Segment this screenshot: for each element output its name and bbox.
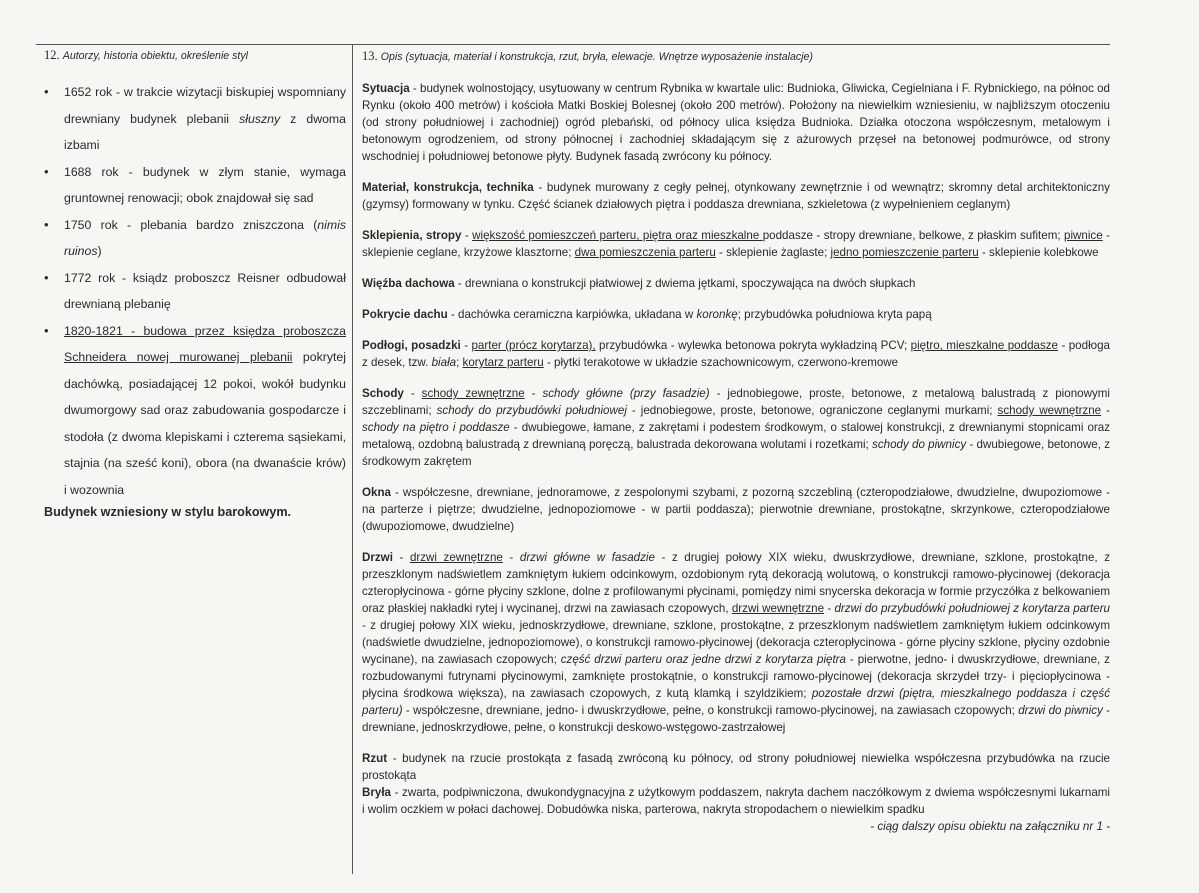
description-column [362,48,1110,835]
history-item: • 1772 rok - ksiądz proboszcz Reisner odbudował drewnianą plebanię [44,265,346,318]
section-bryla: Bryła - zwarta, podpiwniczona, dwukondygnacyjna z użytkowym poddaszem, nakryta dachem naczółkowym z dwiema współczesnymi lukarnami i wolim oczkiem w połaci dachowej. Dobudówka niska, parterowa, nakryta stropodachem o niewielkim spadku [362,786,1110,816]
top-rule [36,44,1110,45]
description-header-number: 13. [362,49,378,63]
section-material: Materiał, konstrukcja, technika - budynek murowany z cegły pełnej, otynkowany zewnętrznie i od wewnątrz; skromny detal architektoniczny (gzymsy) formowany w tynku. Część ścianek działowych piętra i poddasza drewniana, szkieletowa (z wypełnieniem ceglanym) [362,181,1110,211]
section-okna: Okna - współczesne, drewniane, jednoramowe, z zespolonymi szybami, z pozorną szczebliną (czteropodziałowe, dwudzielne, dwupoziomowe - na parterze i piętrze; dwudzielne, jednopoziomowe - w partii poddasza); pierwotnie drewniane, prostokątne, skrzynkowe, czteropodziałowe (dwupoziomowe, dwudzielne) [362,486,1110,533]
history-header-number: 12. [44,48,60,62]
section-drzwi: Drzwi - drzwi zewnętrzne - drzwi główne w fasadzie - z drugiej połowy XIX wieku, dwuskrzydłowe, drewniane, szklone, prostokątne, z przeszklonym nadświetlem zamkniętym łukiem odcinkowym, ozdobionym rytą dekoracją wolutową, o konstrukcji ramowo-płycinowej (dekoracja czteropłycinowa - górne płyciny szklone, dolne z profilowanymi płycinami, pomiędzy nimi snycerska dekoracja w formie przyczółka z belkowaniem oraz płaskiej nakładki rytej i wycinanej, drzwi na zawiasach czopowych, drzwi wewnętrzne - drzwi do przybudówki południowej z korytarza parteru - z drugiej połowy XIX wieku, jednoskrzydłowe, drewniane, szklone, prostokątne, z przeszklonym nadświetlem zamkniętym łukiem odcinkowym (nadświetle dwudzielne, jednopoziomowe), o konstrukcji ramowo-płycinowej (dekoracja czteropłycinowa - górne płyciny szklone, płyciny ozdobnie wycinane), na zawiasach czopowych; część drzwi parteru oraz jedne drzwi z korytarza piętra - pierwotne, jedno- i dwuskrzydłowe, drewniane, z rozbudowanymi futrynami płycinowymi, zamknięte prostokątnie, o konstrukcji ramowo-płycinowej (dekoracja skrzydeł trzy- i pięciopłycinowa - płycina środkowa większa), na zawiasach czopowych, z kutą klamką i szyldzikiem; pozostałe drzwi (piętra, mieszkalnego poddasza i część parteru) - współczesne, drewniane, jedno- i dwuskrzydłowe, pełne, o konstrukcji ramowo-płycinowej, na zawiasach czopowych; drzwi do piwnicy - drewniane, jednoskrzydłowe, pełne, o konstrukcji deskowo-wstęgowo-zastrzałowej [362,551,1111,734]
description-header-title: Opis (sytuacja, materiał i konstrukcja, rzut, bryła, elewacje. Wnętrze wyposażenie instalacje) [380,51,813,63]
history-item: • 1750 rok - plebania bardzo zniszczona (nimis ruinos) [44,212,346,265]
section-pokrycie: Pokrycie dachu - dachówka ceramiczna karpiówka, układana w koronkę; przybudówka południowa kryta papą [362,308,932,321]
section-sytuacja: Sytuacja - budynek wolnostojący, usytuowany w centrum Rybnika w kwartale ulic: Budnioka, Gliwicka, Cegielniana i F. Rybnickiego, na północ od Rynku (około 400 metrów) i kościoła Matki Boskiej Bolesnej (około 200 metrów). Położony na niewielkim wzniesieniu, w najbliższym otoczeniu (od strony południowej i zachodniej) ogród plebański, od północy ulica księdza Budnioka. Działka otoczona współczesnym, metalowym i betonowym ogrodzeniem, od strony północnej i zachodniej składającym się z ażurowych przęseł na betonowej podmurówce, od strony wschodniej i południowej betonowe płyty. Budynek fasadą zwrócony ku północy. [362,82,1110,163]
history-column [44,48,346,519]
history-header-title: Autorzy, historia obiektu, określenie styl [62,50,249,62]
history-list [44,79,346,503]
section-rzut: Rzut - budynek na rzucie prostokąta z fasadą zwróconą ku północy, od strony południowej niewielka współczesna przybudówka na rzucie prostokąta [362,752,1110,782]
section-wiezba: Więźba dachowa - drewniana o konstrukcji płatwiowej z dwiema jętkami, spoczywająca na dwóch słupkach [362,277,916,290]
style-statement: Budynek wzniesiony w stylu barokowym. [44,505,292,519]
description-header [362,48,1110,66]
history-item: • 1820-1821 - budowa przez księdza proboszcza Schneidera nowej murowanej plebanii pokrytej dachówką, posiadającej 12 pokoi, wokół budynku dwumorgowy sad oraz zabudowania gospodarcze i stodoła (z dwoma klepiskami i czterema sąsiekami, stajnia (na sześć koni), obora (na dwanaście krów) i wozownia [44,318,346,504]
section-sklepienia: Sklepienia, stropy - większość pomieszczeń parteru, piętra oraz mieszkalne poddasze - stropy drewniane, belkowe, z płaskim sufitem; piwnice - sklepienie ceglane, krzyżowe klasztorne; dwa pomieszczenia parteru - sklepienie żaglaste; jedno pomieszczenie parteru - sklepienie kolebkowe [362,229,1110,259]
section-schody: Schody - schody zewnętrzne - schody główne (przy fasadzie) - jednobiegowe, proste, betonowe, z metalową balustradą z pionowymi szczeblinami; schody do przybudówki południowej - jednobiegowe, proste, betonowe, ograniczone ceglanymi murkami; schody wewnętrzne - schody na piętro i poddasze - dwubiegowe, łamane, z zakrętami i podestem środkowym, o stalowej konstrukcji, z drewnianymi stopnicami oraz metalową, ozdobną balustradą z drewnianą poręczą, balustrada dekorowana wolutami i rozetkami; schody do piwnicy - dwubiegowe, betonowe, z środkowym zakrętem [362,387,1111,468]
column-divider [352,44,353,874]
history-header [44,48,346,63]
history-item: • 1688 rok - budynek w złym stanie, wymaga gruntownej renowacji; obok znajdował się sad [44,159,346,212]
section-podlogi: Podłogi, posadzki - parter (prócz korytarza), przybudówka - wylewka betonowa pokryta wykładziną PCV; piętro, mieszkalne poddasze - podłoga z desek, tzw. biała; korytarz parteru - płytki terakotowe w układzie szachownicowym, czerwono-kremowe [362,339,1110,369]
continuation-note: - ciąg dalszy opisu obiektu na załączniku nr 1 - [870,820,1110,833]
history-item: • 1652 rok - w trakcie wizytacji biskupiej wspomniany drewniany budynek plebanii słuszny z dwoma izbami [44,79,346,159]
